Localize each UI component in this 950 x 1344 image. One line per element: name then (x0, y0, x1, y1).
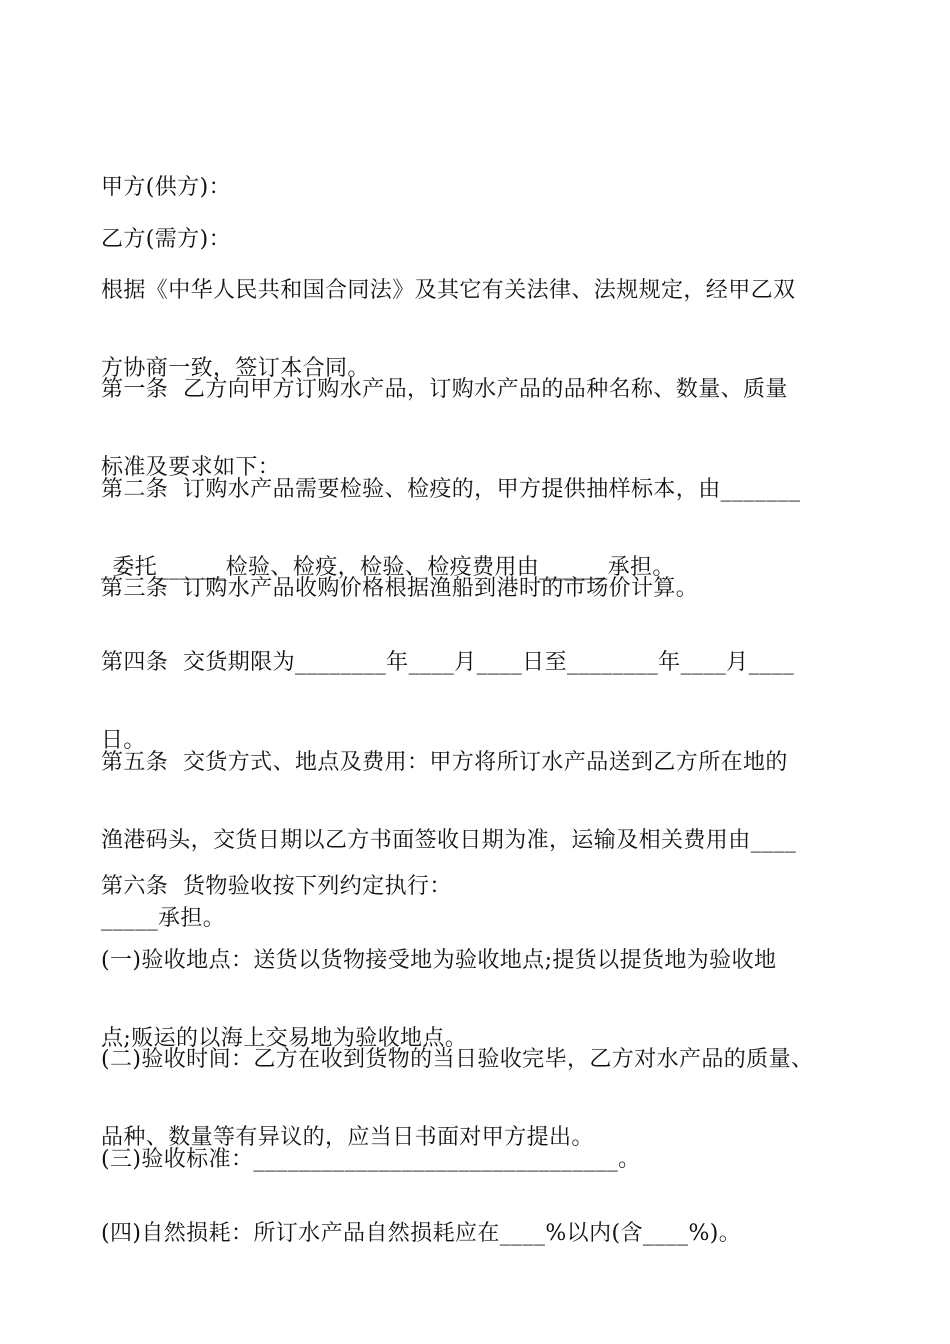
intro-line-1: 根据《中华人民共和国合同法》及其它有关法律、法规规定，经甲乙双 (101, 278, 796, 303)
inspection-item-4 (101, 1169, 861, 1299)
article-5-line-2: 渔港码头，交货日期以乙方书面签收日期为准，运输及相关费用由____ (101, 828, 797, 853)
article-6-line-1: 第六条 货物验收按下列约定执行： (101, 874, 452, 899)
article-5-line-1: 第五条 交货方式、地点及费用：甲方将所订水产品送到乙方所在地的 (101, 750, 788, 775)
item-2-line-2: 品种、数量等有异议的，应当日书面对甲方提出。 (101, 1125, 594, 1150)
item-3-line-1: (三)验收标准：________________________________。 (101, 1147, 641, 1172)
article-5-line-3: _____承担。 (101, 906, 226, 931)
article-4-line-1: 第四条 交货期限为________年____月____日至________年____月____ (101, 650, 795, 675)
item-1-line-1: (一)验收地点：送货以货物接受地为验收地点;提货以提货地为验收地 (101, 948, 777, 973)
item-4-line-1: (四)自然损耗：所订水产品自然损耗应在____%以内(含____%)。 (101, 1221, 742, 1246)
item-2-line-1: (二)验收时间：乙方在收到货物的当日验收完毕，乙方对水产品的质量、 (101, 1047, 814, 1072)
article-3-line-1: 第三条 订购水产品收购价格根据渔船到港时的市场价计算。 (101, 576, 699, 601)
party-b-label: 乙方(需方)： (101, 227, 231, 252)
article-1-line-2: 标准及要求如下： (101, 455, 281, 480)
article-1-line-1: 第一条 乙方向甲方订购水产品，订购水产品的品种名称、数量、质量 (101, 377, 788, 402)
item-1-line-2: 点;贩运的以海上交易地为验收地点。 (101, 1026, 468, 1051)
intro-line-2: 方协商一致，签订本合同。 (101, 356, 370, 381)
article-2-line-2: _委托______检验、检疫，检验、检疫费用由______承担。 (101, 555, 675, 580)
party-a-label: 甲方(供方)： (101, 175, 231, 200)
article-4-line-2: 日。 (101, 728, 146, 753)
article-2-line-1: 第二条 订购水产品需要检验、检疫的，甲方提供抽样标本，由_______ (101, 477, 801, 502)
